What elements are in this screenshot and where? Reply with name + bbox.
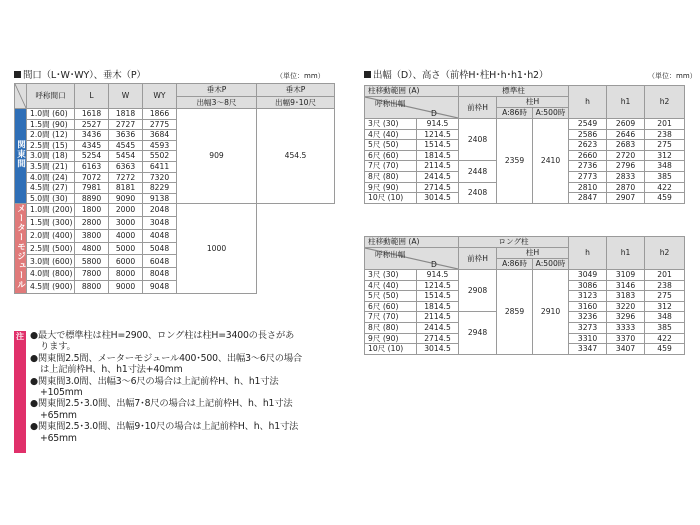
row-name: 2.0間 (400): [27, 229, 75, 242]
square-bullet-icon: [14, 71, 21, 78]
std-d-label: D: [431, 109, 437, 118]
cell-l: 4345: [75, 140, 109, 151]
cell-h1: 3220: [607, 301, 645, 312]
std-header-h1: h1: [607, 86, 645, 119]
header-w: W: [109, 84, 143, 109]
meter-taruki: 1000: [177, 204, 257, 294]
cell-h: 3049: [569, 270, 607, 281]
cell-h2: 385: [645, 171, 685, 182]
cell-h2: 422: [645, 333, 685, 344]
cell-h2: 348: [645, 161, 685, 172]
std-header-maeh: 前枠H: [459, 97, 497, 119]
header-taruki-1: 垂木P: [177, 84, 257, 97]
cell-d: 1514.5: [417, 291, 459, 302]
cell-l: 7800: [75, 268, 109, 281]
cell-l: 8890: [75, 193, 109, 204]
cell-w: 7272: [109, 172, 143, 183]
long-h86: 2859: [497, 270, 533, 355]
cell-l: 5254: [75, 151, 109, 162]
long-post-name: ロング柱: [459, 237, 569, 248]
header-taruki-2-sub: 出幅9･10尺: [257, 97, 335, 109]
cell-wy: 7320: [143, 172, 177, 183]
std-yobi-label: 呼称出幅: [375, 99, 406, 108]
right-unit-label: （単位：mm）: [648, 72, 697, 80]
cell-h: 2549: [569, 119, 607, 130]
header-l: L: [75, 84, 109, 109]
std-header-hashirah: 柱H: [497, 97, 569, 108]
cell-h1: 2609: [607, 119, 645, 130]
row-name: 10尺 (10): [365, 193, 417, 204]
cell-w: 8000: [109, 268, 143, 281]
table-row: [365, 270, 685, 281]
row-name: 2.5間 (15): [27, 140, 75, 151]
cell-l: 2800: [75, 217, 109, 230]
note-line: は上記前枠H、h、h1寸法+40mm: [40, 364, 183, 376]
row-name: 1.5間 (90): [27, 119, 75, 130]
cell-h: 3123: [569, 291, 607, 302]
row-name: 8尺 (80): [365, 171, 417, 182]
cell-d: 3014.5: [417, 344, 459, 355]
right-title-text: 出幅（D）、高さ（前枠H･柱H･h･h1･h2）: [373, 70, 549, 81]
width-rafter-table: [14, 83, 335, 294]
cell-h: 2623: [569, 140, 607, 151]
cell-l: 4800: [75, 242, 109, 255]
row-name: 9尺 (90): [365, 333, 417, 344]
cell-l: 7981: [75, 183, 109, 194]
row-name: 10尺 (10): [365, 344, 417, 355]
right-section-title: [364, 67, 548, 81]
cell-h: 3086: [569, 280, 607, 291]
cell-h1: 3146: [607, 280, 645, 291]
std-range-label: 柱移動範囲 (A): [365, 86, 459, 97]
std-header-a500: A:500時: [533, 108, 569, 119]
cell-h1: 2683: [607, 140, 645, 151]
cell-wy: 9048: [143, 281, 177, 294]
cell-h1: 2833: [607, 171, 645, 182]
note-line: ●関東間2.5間、メーターモジュール400･500、出幅3～6尺の場合: [30, 352, 303, 364]
cell-h2: 312: [645, 301, 685, 312]
cell-h: 3273: [569, 322, 607, 333]
cell-w: 4000: [109, 229, 143, 242]
kanto-taruki-2: 454.5: [257, 109, 335, 204]
header-wy: WY: [143, 84, 177, 109]
std-rows: [365, 119, 685, 204]
cell-wy: 8229: [143, 183, 177, 194]
cell-l: 8800: [75, 281, 109, 294]
long-header-hashirah: 柱H: [497, 248, 569, 259]
cell-h2: 459: [645, 344, 685, 355]
long-d-label: D: [431, 260, 437, 269]
cell-h2: 238: [645, 280, 685, 291]
long-header-h2: h2: [645, 237, 685, 270]
table-row: [15, 204, 335, 217]
cell-h1: 2796: [607, 161, 645, 172]
note-line: ります。: [40, 341, 76, 353]
cell-d: 2714.5: [417, 333, 459, 344]
header-taruki-1-sub: 出幅3～8尺: [177, 97, 257, 109]
note-line: ●最大で標準柱は柱H=2900、ロング柱は柱H=3400の長さがあ: [30, 330, 295, 341]
long-post-table: [364, 236, 685, 355]
cell-d: 1814.5: [417, 150, 459, 161]
long-header-a500: A:500時: [533, 259, 569, 270]
cell-l: 7072: [75, 172, 109, 183]
note-line: +65mm: [40, 409, 77, 421]
cell-w: 2000: [109, 204, 143, 217]
table-row: [365, 119, 685, 130]
cell-w: 5454: [109, 151, 143, 162]
cell-w: 6363: [109, 161, 143, 172]
note-line: ●関東間2.5･3.0間、出幅9･10尺の場合は上記前枠H、h、h1寸法: [30, 421, 299, 433]
header-yobi: 呼称間口: [27, 84, 75, 109]
cell-h: 3310: [569, 333, 607, 344]
long-range-label: 柱移動範囲 (A): [365, 237, 459, 248]
notes-block: [30, 330, 348, 444]
cell-wy: 5048: [143, 242, 177, 255]
cell-d: 1214.5: [417, 129, 459, 140]
note-line: ●関東間2.5･3.0間、出幅7･8尺の場合は上記前枠H、h、h1寸法: [30, 398, 293, 410]
row-name: 4.5間 (900): [27, 281, 75, 294]
note-line: ●関東間3.0間、出幅3～6尺の場合は上記前枠H、h、h1寸法: [30, 375, 279, 387]
cell-d: 2114.5: [417, 161, 459, 172]
row-name: 5尺 (50): [365, 140, 417, 151]
cell-h2: 238: [645, 129, 685, 140]
kanto-rows: [15, 109, 335, 204]
cell-h: 2586: [569, 129, 607, 140]
left-title-text: 間口（L･W･WY）、垂木（P）: [23, 70, 146, 81]
row-name: 8尺 (80): [365, 322, 417, 333]
cell-h2: 348: [645, 312, 685, 323]
cell-h1: 3407: [607, 344, 645, 355]
long-header-maeh: 前枠H: [459, 248, 497, 270]
note-line: +105mm: [40, 387, 83, 399]
cell-d: 1514.5: [417, 140, 459, 151]
row-name: 1.5間 (300): [27, 217, 75, 230]
cell-wy: 4593: [143, 140, 177, 151]
row-name: 3尺 (30): [365, 119, 417, 130]
long-header-h: h: [569, 237, 607, 270]
table-row: [15, 109, 335, 120]
long-h500: 2910: [533, 270, 569, 355]
long-rows: [365, 270, 685, 355]
left-section-title: [14, 67, 146, 81]
cell-w: 3636: [109, 130, 143, 141]
row-name: 5尺 (50): [365, 291, 417, 302]
row-name: 2.5間 (500): [27, 242, 75, 255]
cell-d: 2714.5: [417, 182, 459, 193]
note-badge-text: 注: [16, 332, 24, 341]
std-h86: 2359: [497, 119, 533, 204]
cell-d: 2114.5: [417, 312, 459, 323]
cell-w: 2727: [109, 119, 143, 130]
cell-l: 6163: [75, 161, 109, 172]
row-name: 4.0間 (800): [27, 268, 75, 281]
std-maeh-b: 2448: [459, 161, 497, 182]
row-name: 9尺 (90): [365, 182, 417, 193]
cell-w: 9000: [109, 281, 143, 294]
std-header-h2: h2: [645, 86, 685, 119]
row-name: 7尺 (70): [365, 312, 417, 323]
std-h500: 2410: [533, 119, 569, 204]
row-name: 2.0間 (12): [27, 130, 75, 141]
row-name: 4.5間 (27): [27, 183, 75, 194]
long-yobi-diag-cell: [365, 248, 459, 270]
cell-w: 1818: [109, 109, 143, 120]
left-unit-label: （単位：mm）: [276, 72, 325, 80]
cell-wy: 6048: [143, 255, 177, 268]
cell-w: 9090: [109, 193, 143, 204]
cell-d: 3014.5: [417, 193, 459, 204]
row-name: 6尺 (60): [365, 150, 417, 161]
row-name: 6尺 (60): [365, 301, 417, 312]
row-name: 1.0間 (60): [27, 109, 75, 120]
note-badge: [14, 331, 26, 453]
cell-d: 914.5: [417, 270, 459, 281]
meter-module-rows: [15, 204, 335, 294]
long-maeh-b: 2948: [459, 312, 497, 354]
cell-w: 5000: [109, 242, 143, 255]
group1-group-text: 関東間: [15, 140, 26, 169]
square-bullet-icon: [364, 71, 371, 78]
cell-h2: 312: [645, 150, 685, 161]
group1-group-label: [15, 109, 27, 204]
row-name: 3尺 (30): [365, 270, 417, 281]
std-header-a86: A:86時: [497, 108, 533, 119]
cell-h: 2810: [569, 182, 607, 193]
cell-h: 3160: [569, 301, 607, 312]
long-maeh-a: 2908: [459, 270, 497, 312]
std-yobi-diag-cell: [365, 97, 459, 119]
note-line: +65mm: [40, 432, 77, 444]
row-name: 7尺 (70): [365, 161, 417, 172]
kanto-taruki-1: 909: [177, 109, 257, 204]
cell-wy: 6411: [143, 161, 177, 172]
cell-h: 3347: [569, 344, 607, 355]
cell-wy: 2775: [143, 119, 177, 130]
row-name: 3.0間 (18): [27, 151, 75, 162]
row-name: 3.0間 (600): [27, 255, 75, 268]
cell-h2: 201: [645, 119, 685, 130]
cell-wy: 9138: [143, 193, 177, 204]
cell-wy: 3684: [143, 130, 177, 141]
header-taruki-2: 垂木P: [257, 84, 335, 97]
cell-wy: 3048: [143, 217, 177, 230]
cell-l: 5800: [75, 255, 109, 268]
cell-h2: 275: [645, 140, 685, 151]
cell-h1: 3296: [607, 312, 645, 323]
std-post-name: 標準柱: [459, 86, 569, 97]
row-name: 4尺 (40): [365, 129, 417, 140]
cell-wy: 1866: [143, 109, 177, 120]
corner-diagonal-cell: [15, 84, 27, 109]
cell-w: 4545: [109, 140, 143, 151]
cell-h: 2847: [569, 193, 607, 204]
cell-wy: 2048: [143, 204, 177, 217]
cell-w: 6000: [109, 255, 143, 268]
std-maeh-a: 2408: [459, 119, 497, 161]
cell-h1: 2646: [607, 129, 645, 140]
cell-h: 3236: [569, 312, 607, 323]
cell-d: 914.5: [417, 119, 459, 130]
row-name: 3.5間 (21): [27, 161, 75, 172]
std-header-h: h: [569, 86, 607, 119]
cell-d: 1814.5: [417, 301, 459, 312]
cell-l: 3800: [75, 229, 109, 242]
cell-l: 1618: [75, 109, 109, 120]
cell-wy: 8048: [143, 268, 177, 281]
row-name: 4尺 (40): [365, 280, 417, 291]
std-maeh-c: 2408: [459, 182, 497, 203]
cell-h2: 201: [645, 270, 685, 281]
cell-d: 1214.5: [417, 280, 459, 291]
cell-h: 2660: [569, 150, 607, 161]
cell-h1: 2870: [607, 182, 645, 193]
cell-h2: 422: [645, 182, 685, 193]
row-name: 1.0間 (200): [27, 204, 75, 217]
cell-d: 2414.5: [417, 322, 459, 333]
group2-group-text: メーターモジュール: [15, 204, 26, 290]
cell-l: 1800: [75, 204, 109, 217]
cell-h2: 385: [645, 322, 685, 333]
cell-wy: 4048: [143, 229, 177, 242]
cell-h1: 3333: [607, 322, 645, 333]
diagonal-line-icon: [15, 84, 26, 108]
group2-group-label: [15, 204, 27, 294]
cell-h: 2773: [569, 171, 607, 182]
cell-h1: 3109: [607, 270, 645, 281]
cell-h1: 3370: [607, 333, 645, 344]
long-header-a86: A:86時: [497, 259, 533, 270]
long-header-h1: h1: [607, 237, 645, 270]
cell-h1: 2720: [607, 150, 645, 161]
cell-l: 3436: [75, 130, 109, 141]
row-name: 5.0間 (30): [27, 193, 75, 204]
cell-wy: 5502: [143, 151, 177, 162]
standard-post-table: [364, 85, 685, 204]
cell-h1: 3183: [607, 291, 645, 302]
row-name: 4.0間 (24): [27, 172, 75, 183]
cell-d: 2414.5: [417, 171, 459, 182]
cell-w: 8181: [109, 183, 143, 194]
cell-h2: 275: [645, 291, 685, 302]
long-yobi-label: 呼称出幅: [375, 250, 406, 259]
cell-h1: 2907: [607, 193, 645, 204]
cell-h2: 459: [645, 193, 685, 204]
empty-cell: [257, 204, 335, 294]
cell-l: 2527: [75, 119, 109, 130]
cell-w: 3000: [109, 217, 143, 230]
cell-h: 2736: [569, 161, 607, 172]
